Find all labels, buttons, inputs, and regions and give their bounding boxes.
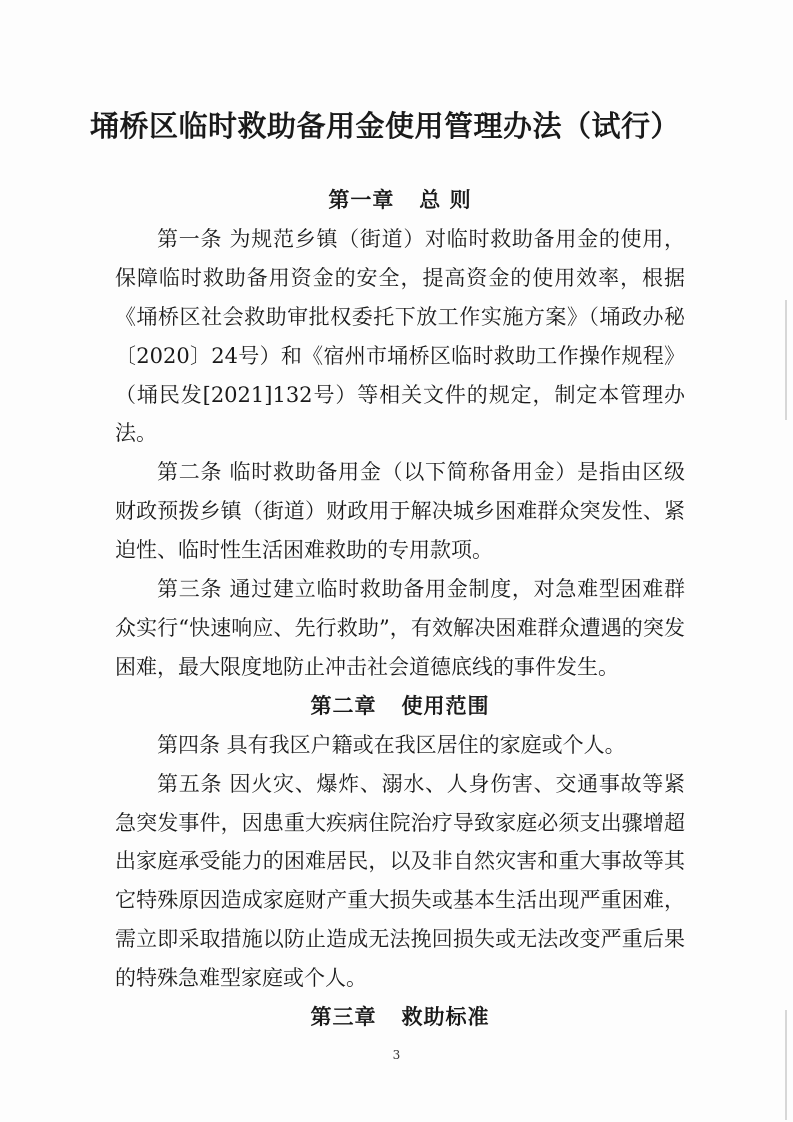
document-body bbox=[115, 181, 685, 1037]
scan-edge-mark bbox=[785, 300, 787, 420]
article-2-paragraph: 第二条 临时救助备用金（以下简称备用金）是指由区级财政预拨乡镇（街道）财政用于解决城乡困难群众突发性、紧迫性、临时性生活困难救助的专用款项。 bbox=[115, 460, 685, 563]
scan-edge-mark bbox=[785, 1010, 787, 1120]
article-1-paragraph: 第一条 为规范乡镇（街道）对临时救助备用金的使用，保障临时救助备用资金的安全，提高资金的使用效率，根据《埇桥区社会救助审批权委托下放工作实施方案》（埇政办秘〔2020〕24号）和《宿州市埇桥区临时救助工作操作规程》（埇民发[2021]132号）等相关文件的规定，制定本管理办法。 bbox=[115, 226, 685, 446]
chapter-3-heading: 第三章 救助标准 bbox=[310, 1004, 490, 1030]
chapter-2-heading: 第二章 使用范围 bbox=[310, 692, 490, 718]
article-5-paragraph: 第五条 因火灾、爆炸、溺水、人身伤害、交通事故等紧急突发事件，因患重大疾病住院治疗导致家庭必须支出骤增超出家庭承受能力的困难居民，以及非自然灾害和重大事故等其它特殊原因造成家庭财产重大损失或基本生活出现严重困难，需立即采取措施以防止造成无法挽回损失或无法改变严重后果的特殊急难型家庭或个人。 bbox=[115, 771, 685, 991]
article-3-paragraph: 第三条 通过建立临时救助备用金制度，对急难型困难群众实行“快速响应、先行救助”，有效解决困难群众遭遇的突发困难，最大限度地防止冲击社会道德底线的事件发生。 bbox=[115, 577, 685, 679]
page-number: 3 bbox=[392, 1048, 401, 1062]
document-title: 埇桥区临时救助备用金使用管理办法（试行） bbox=[90, 109, 681, 143]
article-4-paragraph: 第四条 具有我区户籍或在我区居住的家庭或个人。 bbox=[157, 732, 626, 757]
chapter-1-heading: 第一章 总 则 bbox=[328, 187, 472, 212]
